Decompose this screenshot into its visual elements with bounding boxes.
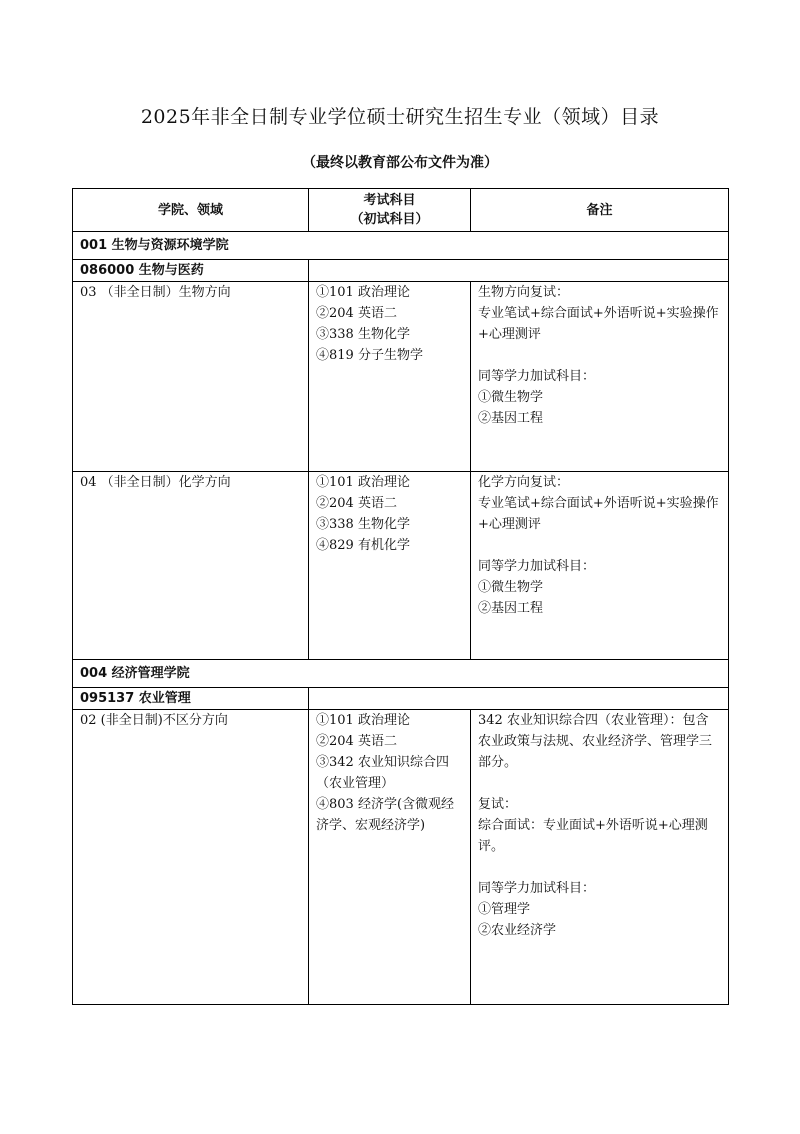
subject-item: ④829 有机化学 xyxy=(316,538,410,553)
catalog-table xyxy=(72,188,729,1005)
document-subtitle: （最终以教育部公布文件为准） xyxy=(302,155,498,171)
major-empty-cell xyxy=(309,688,729,710)
exam-subjects-cell xyxy=(309,472,471,660)
school-row xyxy=(73,660,729,688)
school-row xyxy=(73,232,729,260)
equiv-title: 同等学力加试科目： xyxy=(478,559,596,574)
equiv-item: ②农业经济学 xyxy=(478,923,557,938)
retest-body: 专业笔试+综合面试+外语听说+实验操作+心理测评 xyxy=(478,306,719,342)
header-remarks: 备注 xyxy=(471,189,729,232)
remarks-cell xyxy=(471,710,729,1005)
subject-item: ③338 生物化学 xyxy=(316,327,410,342)
equiv-item: ①管理学 xyxy=(478,902,531,917)
direction-name: 04 （非全日制）化学方向 xyxy=(73,472,309,660)
direction-name: 03 （非全日制）生物方向 xyxy=(73,282,309,472)
direction-row xyxy=(73,710,729,1005)
subject-item: ③338 生物化学 xyxy=(316,517,410,532)
document-title: 2025年非全日制专业学位硕士研究生招生专业（领域）目录 xyxy=(140,106,660,128)
exam-subjects-cell xyxy=(309,282,471,472)
header-exam-subjects-line1: 考试科目 xyxy=(363,193,416,208)
table-header-row xyxy=(73,189,729,232)
major-name: 086000 生物与医药 xyxy=(73,260,309,282)
subject-item: ④803 经济学(含微观经济学、宏观经济学) xyxy=(316,797,455,833)
major-row xyxy=(73,260,729,282)
major-empty-cell xyxy=(309,260,729,282)
equiv-title: 同等学力加试科目： xyxy=(478,369,596,384)
remarks-cell xyxy=(471,472,729,660)
retest-title: 复试： xyxy=(478,797,518,812)
direction-row xyxy=(73,472,729,660)
retest-title: 生物方向复试： xyxy=(478,285,570,300)
remarks-cell xyxy=(471,282,729,472)
retest-body: 专业笔试+综合面试+外语听说+实验操作+心理测评 xyxy=(478,496,719,532)
equiv-item: ①微生物学 xyxy=(478,580,544,595)
major-row xyxy=(73,688,729,710)
equiv-item: ②基因工程 xyxy=(478,601,544,616)
header-exam-subjects xyxy=(309,189,471,232)
major-name: 095137 农业管理 xyxy=(73,688,309,710)
equiv-item: ②基因工程 xyxy=(478,411,544,426)
school-name: 001 生物与资源环境学院 xyxy=(73,232,729,260)
retest-title: 化学方向复试： xyxy=(478,475,570,490)
retest-body: 综合面试：专业面试+外语听说+心理测评。 xyxy=(478,818,708,854)
subject-item: ①101 政治理论 xyxy=(316,285,410,300)
subject-item: ②204 英语二 xyxy=(316,306,397,321)
direction-name: 02 (非全日制)不区分方向 xyxy=(73,710,309,1005)
subject-item: ①101 政治理论 xyxy=(316,713,410,728)
direction-row xyxy=(73,282,729,472)
equiv-title: 同等学力加试科目： xyxy=(478,881,596,896)
subject-item: ②204 英语二 xyxy=(316,496,397,511)
exam-intro: 342 农业知识综合四（农业管理）：包含农业政策与法规、农业经济学、管理学三部分。 xyxy=(478,713,713,770)
subject-item: ③342 农业知识综合四（农业管理） xyxy=(316,755,449,791)
subject-item: ②204 英语二 xyxy=(316,734,397,749)
subject-item: ④819 分子生物学 xyxy=(316,348,423,363)
exam-subjects-cell xyxy=(309,710,471,1005)
equiv-item: ①微生物学 xyxy=(478,390,544,405)
subject-item: ①101 政治理论 xyxy=(316,475,410,490)
header-exam-subjects-line2: （初试科目） xyxy=(350,212,429,227)
header-college-field: 学院、领域 xyxy=(73,189,309,232)
school-name: 004 经济管理学院 xyxy=(73,660,729,688)
